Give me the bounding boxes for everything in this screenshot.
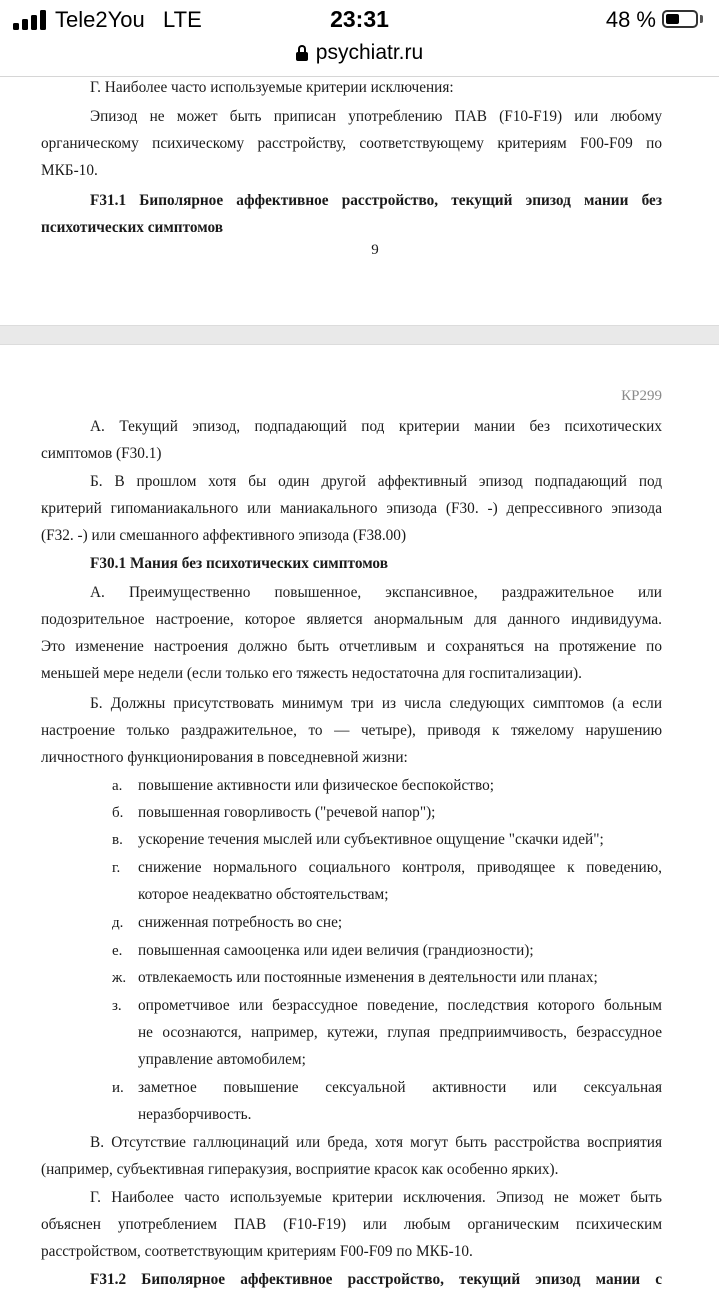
status-bar [0, 0, 719, 40]
page-separator [0, 325, 719, 345]
list-marker: б. [112, 805, 124, 821]
list-item: управление автомобилем; [138, 1051, 306, 1068]
list-item: неразборчивость. [138, 1106, 252, 1123]
list-item: повышенная говорливость ("речевой напор"); [138, 804, 436, 821]
exclusion-paragraph-line: органическому психическому расстройству, соответствующему критериям F00-F09 по [41, 135, 662, 152]
mania-g-line: расстройством, соответствующим критериям F00-F09 по МКБ-10. [41, 1243, 473, 1260]
mania-a-line: Это изменение настроения должно быть отчетливым и сохраняться на протяжение по [41, 638, 662, 655]
list-item: не осознаются, например, кутежи, глупая предприимчивость, безрассудное [138, 1024, 662, 1041]
list-marker: г. [112, 860, 121, 876]
mania-b-line: Б. Должны присутствовать минимум три из числа следующих симптомов (а если [90, 695, 662, 712]
list-item: повышение активности или физическое беспокойство; [138, 777, 494, 794]
carrier-label: Tele2You LTE [55, 7, 202, 32]
list-item: заметное повышение сексуальной активности или сексуальная [138, 1079, 662, 1096]
mania-g-line: Г. Наиболее часто используемые критерии исключения. Эпизод не может быть [90, 1189, 662, 1206]
list-item: опрометчивое или безрассудное поведение, последствия которого больным [138, 997, 662, 1014]
mania-a-line: А. Преимущественно повышенное, экспансивное, раздражительное или [90, 584, 662, 601]
battery-fill [666, 14, 679, 24]
exclusion-criteria-heading: Г. Наиболее часто используемые критерии исключения: [90, 79, 454, 96]
list-item: которое неадекватно обстоятельствам; [138, 886, 389, 903]
address-bar[interactable] [0, 38, 719, 74]
address-bar-divider [0, 76, 719, 77]
criterion-a-line: А. Текущий эпизод, подпадающий под критерии мании без психотических [90, 418, 662, 435]
list-marker: з. [112, 998, 122, 1014]
section-title: F31.1 Биполярное аффективное расстройство, текущий эпизод мании без [90, 192, 662, 209]
subsection-title: F30.1 Мания без психотических симптомов [90, 555, 388, 572]
criterion-b-line: критерий гипоманиакального или маниакального эпизода (F30. -) депрессивного эпизода [41, 500, 662, 517]
battery-tip [700, 15, 703, 23]
next-section-title: F31.2 Биполярное аффективное расстройство, текущий эпизод мании с [90, 1271, 662, 1288]
mania-a-line: меньшей мере недели (если только его тяжесть недостаточна для госпитализации). [41, 665, 582, 682]
list-item: сниженная потребность во сне; [138, 914, 343, 931]
list-item: снижение нормального социального контроля, приводящее к поведению, [138, 859, 662, 876]
list-marker: в. [112, 832, 123, 848]
criterion-b-line: (F32. -) или смешанного аффективного эпизода (F38.00) [41, 527, 407, 544]
list-marker: ж. [112, 970, 127, 986]
mania-g-line: объяснен употреблением ПАВ (F10-F19) или любым органическим психическим [41, 1216, 662, 1233]
mania-b-line: настроение только раздражительное, то — четыре), приводя к тяжелому нарушению [41, 722, 662, 739]
exclusion-paragraph-line: Эпизод не может быть приписан употреблению ПАВ (F10-F19) или любому [90, 108, 662, 125]
lock-icon [296, 45, 308, 61]
list-marker: а. [112, 778, 123, 794]
document-code: КР299 [621, 388, 662, 404]
criterion-a-line: симптомов (F30.1) [41, 445, 162, 462]
page-number: 9 [371, 242, 379, 258]
url-text[interactable]: psychiatr.ru [315, 41, 424, 64]
mania-a-line: подозрительное настроение, которое является анормальным для данного индивидуума. [41, 611, 662, 628]
list-item: отвлекаемость или постоянные изменения в деятельности или планах; [138, 969, 598, 986]
status-time: 23:31 [330, 6, 389, 32]
battery-icon [662, 10, 698, 28]
list-item: повышенная самооценка или идеи величия (грандиозности); [138, 942, 534, 959]
battery-percent: 48 % [605, 7, 656, 32]
mania-v-line: В. Отсутствие галлюцинаций или бреда, хотя могут быть расстройства восприятия [90, 1134, 662, 1151]
list-marker: и. [112, 1080, 124, 1096]
section-title: психотических симптомов [41, 219, 224, 236]
list-marker: д. [112, 915, 124, 931]
exclusion-paragraph-line: МКБ-10. [41, 162, 98, 179]
list-marker: е. [112, 943, 123, 959]
criterion-b-line: Б. В прошлом хотя бы один другой аффективный эпизод подпадающий под [90, 473, 662, 490]
mania-v-line: (например, субъективная гиперакузия, восприятие красок как особенно ярких). [41, 1161, 559, 1178]
list-item: ускорение течения мыслей или субъективное ощущение "скачки идей"; [138, 831, 604, 848]
mania-b-line: личностного функционирования в повседневной жизни: [41, 749, 408, 766]
